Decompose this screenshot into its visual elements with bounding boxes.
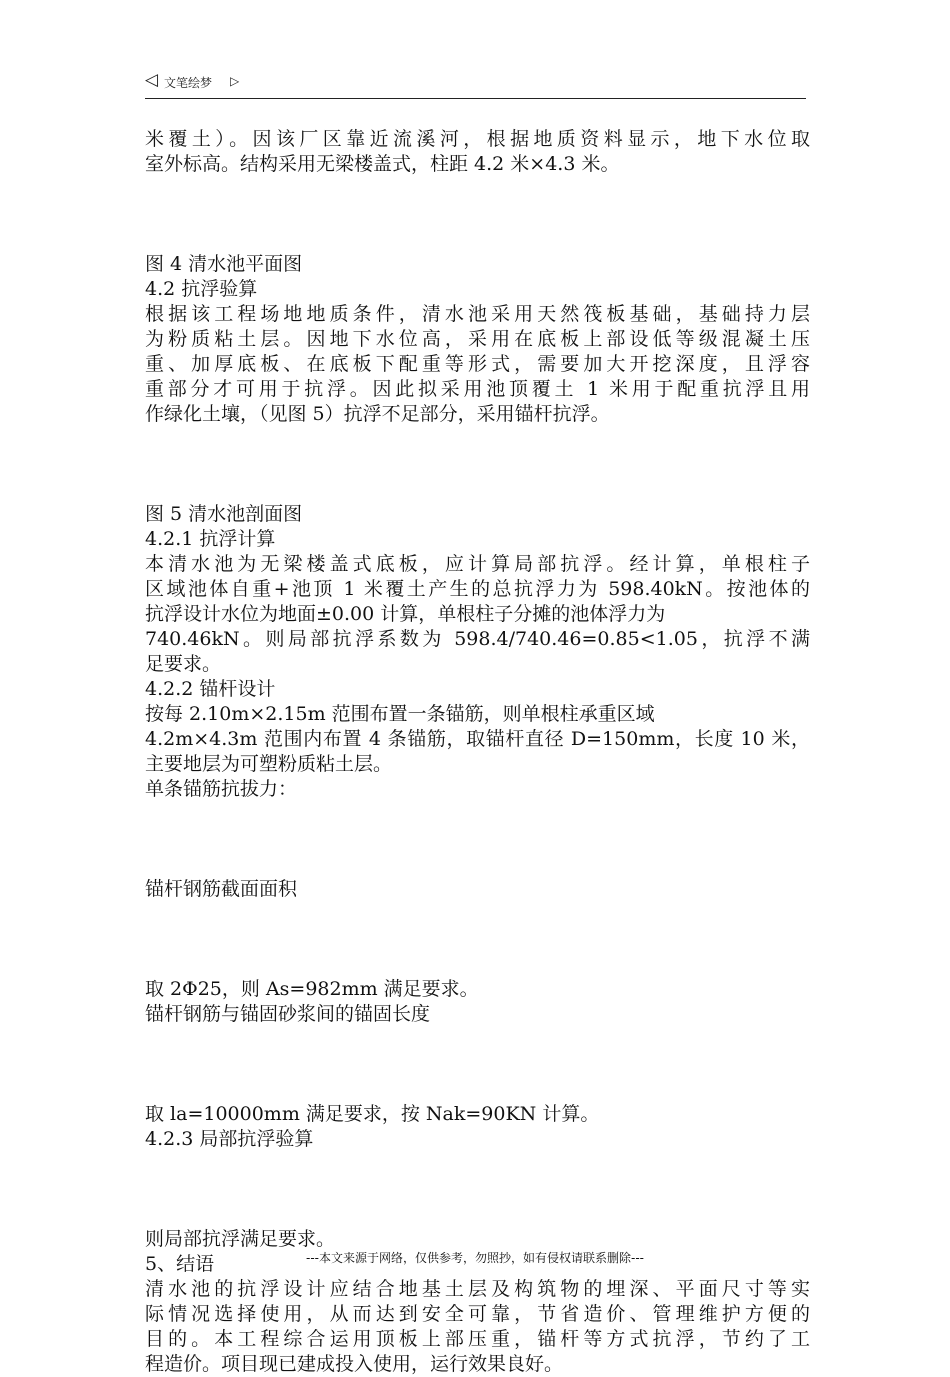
right-triangle-icon: ▷ (230, 74, 240, 88)
paragraph-line: 清水池的抗浮设计应结合地基土层及构筑物的埋深、平面尺寸等实 (145, 1278, 810, 1300)
paragraph-line: 单条锚筋抗拔力： (145, 778, 298, 800)
paragraph-line: 则局部抗浮满足要求。 (145, 1228, 336, 1250)
paragraph-line: 程造价。项目现已建成投入使用，运行效果良好。 (145, 1353, 564, 1375)
paragraph-line: 重部分才可用于抗浮。因此拟采用池顶覆土 1 米用于配重抗浮且用 (145, 378, 810, 400)
paragraph-line: 取 2Φ25，则 As=982mm 满足要求。 (145, 978, 479, 1000)
paragraph-line: 4.2m×4.3m 范围内布置 4 条锚筋，取锚杆直径 D=150mm，长度 10 米， (145, 728, 810, 750)
paragraph-line: 740.46kN。则局部抗浮系数为 598.4/740.46=0.85<1.05，抗浮不满 (145, 628, 810, 650)
paragraph-line: 室外标高。结构采用无梁楼盖式，柱距 4.2 米×4.3 米。 (145, 153, 620, 175)
paragraph-line: 为粉质粘土层。因地下水位高，采用在底板上部设低等级混凝土压 (145, 328, 810, 350)
page-header (145, 70, 806, 99)
section-heading: 4.2.1 抗浮计算 (145, 528, 276, 550)
left-triangle-icon: ◁ (145, 70, 159, 90)
formula-space (145, 1027, 810, 1102)
paragraph-line: 锚杆钢筋截面面积 (145, 878, 298, 900)
paragraph-line: 取 la=10000mm 满足要求，按 Nak=90KN 计算。 (145, 1103, 600, 1125)
section-heading: 5、结语 (145, 1253, 215, 1275)
paragraph-line: 作绿化土壤，（见图 5）抗浮不足部分，采用锚杆抗浮。 (145, 403, 610, 425)
paragraph-line: 根据该工程场地地质条件，清水池采用天然筏板基础，基础持力层 (145, 303, 810, 325)
document-body (145, 127, 810, 1377)
paragraph-line: 本清水池为无梁楼盖式底板，应计算局部抗浮。经计算，单根柱子 (145, 553, 810, 575)
paragraph-line: 重、加厚底板、在底板下配重等形式，需要加大开挖深度，且浮容 (145, 353, 810, 375)
page-footer-disclaimer: ---本文来源于网络，仅供参考，勿照抄，如有侵权请联系删除--- (306, 1251, 644, 1265)
formula-space (145, 802, 810, 877)
paragraph-line: 足要求。 (145, 653, 222, 675)
section-heading: 4.2 抗浮验算 (145, 278, 258, 300)
header-brand: 文笔绘梦 (164, 76, 213, 90)
figure-space (145, 177, 810, 252)
paragraph-line: 抗浮设计水位为地面±0.00 计算，单根柱子分摊的池体浮力为 (145, 603, 666, 625)
paragraph-line: 米覆土）。因该厂区靠近流溪河，根据地质资料显示，地下水位取 (145, 128, 810, 150)
formula-space (145, 902, 810, 977)
section-heading: 4.2.2 锚杆设计 (145, 678, 276, 700)
figure-caption: 图 4 清水池平面图 (145, 253, 303, 275)
figure-caption: 图 5 清水池剖面图 (145, 503, 303, 525)
paragraph-line: 区域池体自重+池顶 1 米覆土产生的总抗浮力为 598.40kN。按池体的 (145, 578, 810, 600)
figure-space (145, 427, 810, 502)
paragraph-line: 目的。本工程综合运用顶板上部压重，锚杆等方式抗浮，节约了工 (145, 1328, 810, 1350)
section-heading: 4.2.3 局部抗浮验算 (145, 1128, 314, 1150)
paragraph-line: 锚杆钢筋与锚固砂浆间的锚固长度 (145, 1003, 431, 1025)
paragraph-line: 按每 2.10m×2.15m 范围布置一条锚筋，则单根柱承重区域 (145, 703, 655, 725)
formula-space (145, 1152, 810, 1227)
paragraph-line: 际情况选择使用，从而达到安全可靠，节省造价、管理维护方便的 (145, 1303, 810, 1325)
paragraph-line: 主要地层为可塑粉质粘土层。 (145, 753, 393, 775)
